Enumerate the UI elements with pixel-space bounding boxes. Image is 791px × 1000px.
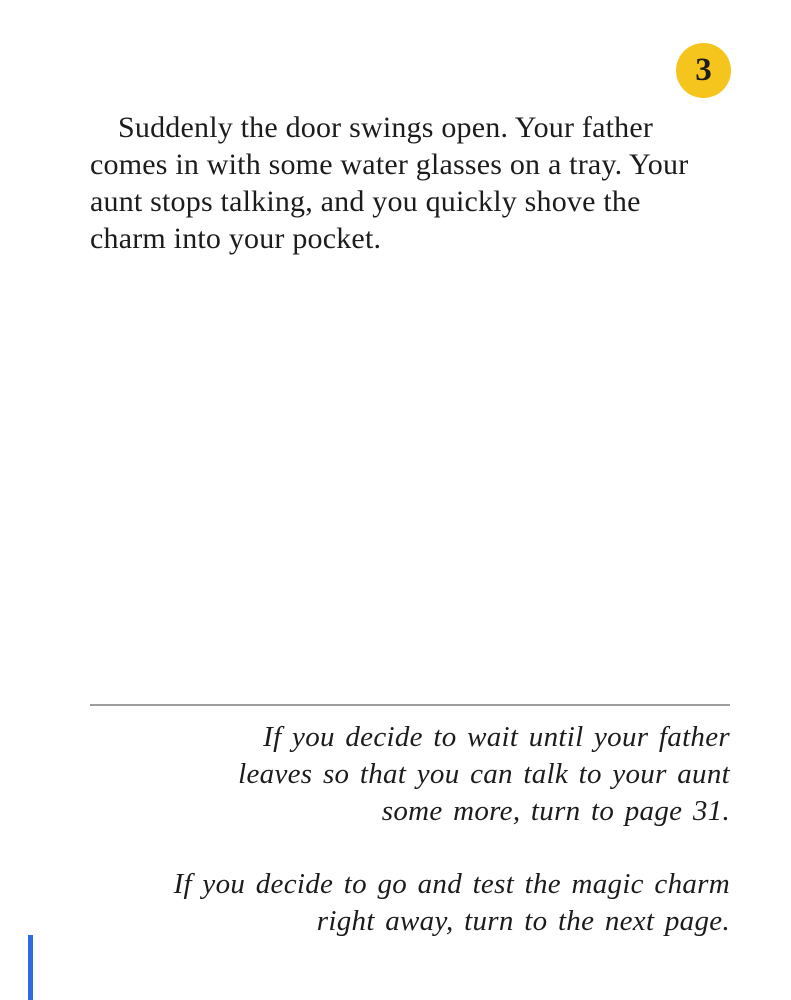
story-line: aunt stops talking, and you quickly shove the xyxy=(90,185,641,218)
story-line: Suddenly the door swings open. Your father xyxy=(118,111,654,144)
choices-section xyxy=(90,719,730,940)
choice-line: leaves so that you can talk to your aunt xyxy=(238,758,730,790)
choice-test-magic-charm[interactable] xyxy=(90,866,730,940)
choice-line: If you decide to wait until your father xyxy=(263,721,730,753)
story-line: charm into your pocket. xyxy=(90,222,382,255)
choice-line: If you decide to go and test the magic charm xyxy=(173,868,730,900)
choice-line: right away, turn to the next page. xyxy=(316,905,730,937)
choices-divider xyxy=(90,704,730,706)
page-number: 3 xyxy=(695,52,712,88)
page-number-badge xyxy=(676,43,731,98)
choice-wait-for-father-to-leave[interactable] xyxy=(90,719,730,830)
choice-line: some more, turn to page 31. xyxy=(381,795,730,827)
story-paragraph xyxy=(90,109,738,257)
story-line: comes in with some water glasses on a tray. Your xyxy=(90,148,689,181)
text-cursor-bar xyxy=(28,935,33,1000)
